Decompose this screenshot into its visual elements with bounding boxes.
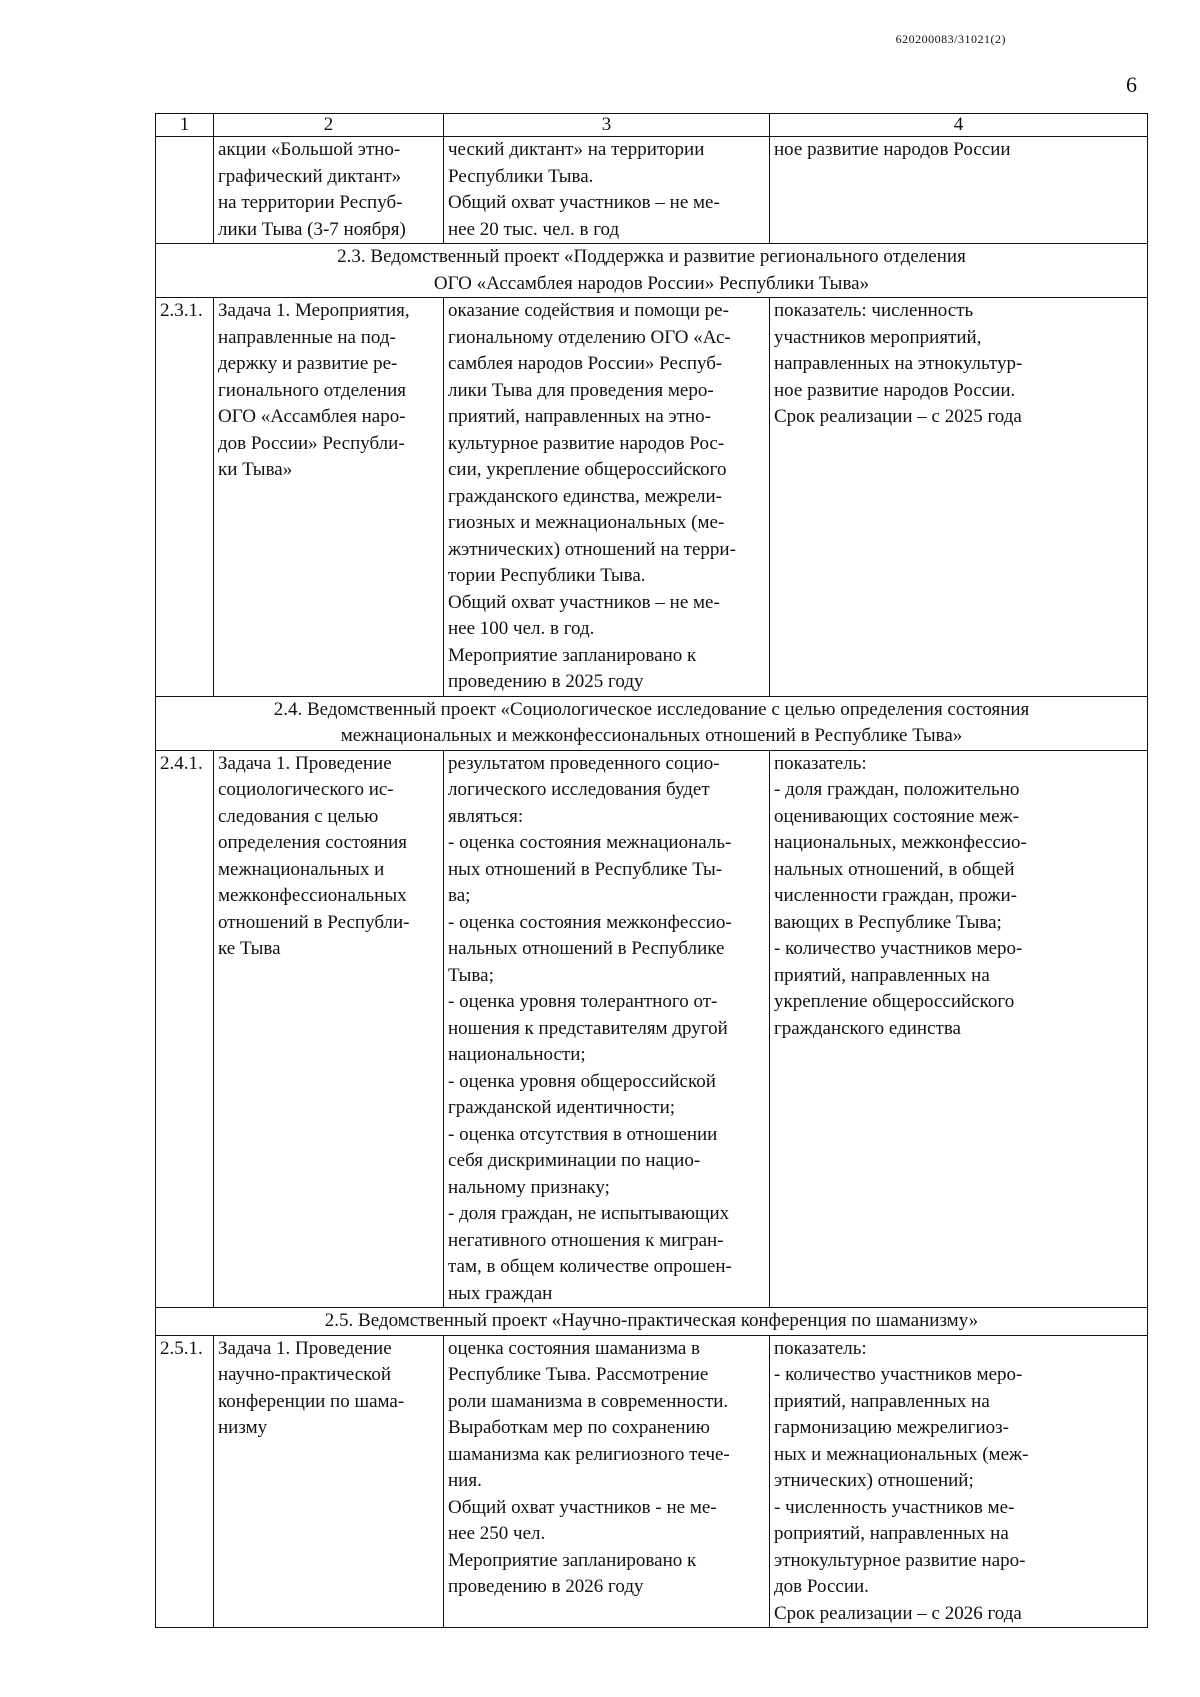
text-line: сии, укрепление общероссийского	[448, 459, 727, 480]
text-line: логического исследования будет	[448, 779, 710, 800]
text-line: Задача 1. Мероприятия,	[218, 300, 410, 321]
text-line: Мероприятие запланировано к	[448, 644, 697, 666]
indicator-cell	[770, 298, 1148, 697]
text-line: нальных отношений в Республике	[448, 938, 725, 959]
text-line: следования с целью	[218, 805, 379, 827]
text-line: держку и развитие ре-	[218, 353, 398, 374]
indicator-cell	[770, 1335, 1148, 1628]
task-cell	[214, 298, 444, 697]
text-line: 2.4. Ведомственный проект «Социологическое исследование с целью определения состояния	[273, 698, 1030, 720]
text-line: - численность участников ме-	[774, 1496, 1015, 1518]
text-line: показатель:	[774, 752, 867, 774]
text-line: определения состояния	[218, 832, 408, 853]
text-line: нальному признаку;	[448, 1176, 610, 1198]
text-line: социологического ис-	[218, 779, 394, 800]
text-line: ОГО «Ассамблея наро-	[218, 406, 406, 427]
text-line: национальности;	[448, 1044, 586, 1065]
text-line: национальных, межконфессио-	[774, 832, 1027, 853]
text-line: - оценка отсутствия в отношении	[448, 1123, 718, 1145]
text-line: проведению в 2026 году	[448, 1576, 644, 1597]
section-title	[156, 244, 1148, 298]
text-line: - оценка состояния межконфессио-	[448, 911, 732, 933]
column-number-header-row	[156, 114, 1148, 137]
text-line: гражданского единства, межрели-	[448, 485, 722, 507]
text-line: на территории Респуб-	[218, 192, 403, 213]
text-line: проведению в 2025 году	[448, 671, 644, 692]
text-line: Республике Тыва. Рассмотрение	[448, 1364, 709, 1385]
text-line: негативного отношения к мигран-	[448, 1229, 724, 1251]
text-line: результатом проведенного социо-	[448, 752, 720, 774]
row-number-cell: 2.4.1.	[156, 750, 214, 1308]
text-line: шаманизма как религиозного тече-	[448, 1443, 730, 1465]
section-heading-2-4	[156, 696, 1148, 750]
text-line: оценивающих состояние меж-	[774, 805, 1020, 827]
text-line: лики Тыва (3-7 ноября)	[218, 218, 406, 240]
indicator-cell	[770, 750, 1148, 1308]
text-line: гиональному отделению ОГО «Ас-	[448, 326, 731, 348]
column-header: 4	[770, 114, 1148, 137]
text-line: культурное развитие народов Рос-	[448, 432, 725, 454]
row-number-cell: 2.3.1.	[156, 298, 214, 697]
text-line: Общий охват участников – не ме-	[448, 591, 720, 613]
section-title	[156, 696, 1148, 750]
text-line: оценка состояния шаманизма в	[448, 1337, 701, 1359]
text-line: гиозных и межнациональных (ме-	[448, 512, 725, 533]
text-line: Общий охват участников - не ме-	[448, 1496, 717, 1518]
text-line: Задача 1. Проведение	[218, 1337, 392, 1359]
measures-table	[155, 113, 1148, 1628]
text-line: Срок реализации – с 2026 года	[774, 1602, 1022, 1624]
table-row-2-3-1	[156, 298, 1148, 697]
text-line: самблея народов России» Респуб-	[448, 353, 723, 374]
task-cell	[214, 1335, 444, 1628]
task-cell	[214, 137, 444, 244]
text-line: приятий, направленных на этно-	[448, 406, 711, 427]
text-line: ческий диктант» на территории	[448, 139, 705, 160]
text-line: вающих в Республике Тыва;	[774, 911, 1002, 933]
text-line: дов России.	[774, 1576, 869, 1597]
indicator-cell	[770, 137, 1148, 244]
text-line: - доля граждан, не испытывающих	[448, 1203, 730, 1224]
column-header: 2	[214, 114, 444, 137]
text-line: ки Тыва»	[218, 459, 293, 480]
text-line: нее 250 чел.	[448, 1523, 546, 1544]
text-line: ных отношений в Республике Ты-	[448, 858, 723, 880]
text-line: участников мероприятий,	[774, 326, 982, 348]
text-line: ОГО «Ассамблея народов России» Республики Тыва»	[433, 272, 870, 294]
description-cell	[444, 298, 770, 697]
row-number-cell: 2.5.1.	[156, 1335, 214, 1628]
page-number: 6	[1126, 72, 1137, 97]
text-line: лики Тыва для проведения меро-	[448, 379, 714, 401]
text-line: Выработкам мер по сохранению	[448, 1417, 710, 1438]
text-line: гражданского единства	[774, 1017, 961, 1039]
text-line: гражданской идентичности;	[448, 1097, 676, 1118]
description-cell	[444, 750, 770, 1308]
text-line: укрепление общероссийского	[774, 991, 1015, 1012]
text-line: конференции по шама-	[218, 1390, 405, 1412]
text-line: Мероприятие запланировано к	[448, 1549, 697, 1571]
section-heading-2-5	[156, 1308, 1148, 1336]
text-line: - количество участников меро-	[774, 938, 1023, 959]
text-line: Задача 1. Проведение	[218, 752, 392, 774]
text-line: там, в общем количестве опрошен-	[448, 1256, 732, 1277]
text-line: жэтнических) отношений на терри-	[448, 538, 736, 560]
text-line: акции «Большой этно-	[218, 139, 401, 160]
text-line: ных и межнациональных (меж-	[774, 1443, 1029, 1465]
table-row-continuation	[156, 137, 1148, 244]
text-line: ношения к представителям другой	[448, 1017, 728, 1039]
description-cell	[444, 137, 770, 244]
text-line: графический диктант»	[218, 165, 402, 187]
text-line: дов России» Республи-	[218, 432, 405, 454]
text-line: отношений в Республи-	[218, 911, 410, 933]
text-line: тории Республики Тыва.	[448, 565, 646, 586]
text-line: роприятий, направленных на	[774, 1523, 1009, 1544]
text-line: оказание содействия и помощи ре-	[448, 300, 729, 321]
text-line: ния.	[448, 1470, 482, 1491]
text-line: этнокультурное развитие наро-	[774, 1549, 1026, 1571]
section-heading-2-3	[156, 244, 1148, 298]
text-line: межнациональных и	[218, 858, 385, 880]
text-line: межнациональных и межконфессиональных отношений в Республике Тыва»	[340, 725, 963, 746]
text-line: показатель: численность	[774, 300, 974, 321]
text-line: Срок реализации – с 2025 года	[774, 406, 1022, 427]
text-line: себя дискриминации по нацио-	[448, 1150, 701, 1171]
text-line: ных граждан	[448, 1282, 553, 1304]
text-line: - количество участников меро-	[774, 1364, 1023, 1385]
text-line: - доля граждан, положительно	[774, 779, 1020, 800]
text-line: Республики Тыва.	[448, 165, 594, 187]
text-line: численности граждан, прожи-	[774, 885, 1017, 906]
table-row-2-4-1	[156, 750, 1148, 1308]
text-line: нее 20 тыс. чел. в год	[448, 218, 620, 240]
text-line: показатель:	[774, 1337, 867, 1359]
text-line: Общий охват участников – не ме-	[448, 192, 720, 213]
text-line: нальных отношений, в общей	[774, 858, 1015, 880]
row-number-cell	[156, 137, 214, 244]
text-line: являться:	[448, 805, 524, 827]
text-line: ное развитие народов России	[774, 139, 1011, 160]
text-line: приятий, направленных на	[774, 1390, 990, 1412]
text-line: приятий, направленных на	[774, 964, 990, 986]
document-registration-number: 620200083/31021(2)	[895, 32, 1006, 46]
text-line: 2.3. Ведомственный проект «Поддержка и развитие регионального отделения	[337, 246, 966, 267]
text-line: 2.5. Ведомственный проект «Научно-практическая конференция по шаманизму»	[324, 1310, 979, 1331]
text-line: роли шаманизма в современности.	[448, 1390, 729, 1412]
table-row-2-5-1	[156, 1335, 1148, 1628]
text-line: межконфессиональных	[218, 885, 407, 906]
description-cell	[444, 1335, 770, 1628]
text-line: нее 100 чел. в год.	[448, 618, 595, 639]
text-line: - оценка уровня общероссийской	[448, 1070, 716, 1092]
section-title	[156, 1308, 1148, 1336]
text-line: ва;	[448, 885, 471, 906]
text-line: направленные на под-	[218, 326, 396, 348]
column-header: 1	[156, 114, 214, 137]
column-header: 3	[444, 114, 770, 137]
text-line: направленных на этнокультур-	[774, 353, 1023, 374]
text-line: ное развитие народов России.	[774, 379, 1016, 401]
text-line: этнических) отношений;	[774, 1470, 974, 1491]
text-line: гармонизацию межрелигиоз-	[774, 1417, 1009, 1438]
text-line: низму	[218, 1417, 268, 1438]
text-line: Тыва;	[448, 964, 494, 986]
text-line: ке Тыва	[218, 938, 281, 959]
text-line: гионального отделения	[218, 379, 407, 401]
text-line: - оценка состояния межнациональ-	[448, 832, 732, 853]
task-cell	[214, 750, 444, 1308]
text-line: научно-практической	[218, 1364, 392, 1385]
text-line: - оценка уровня толерантного от-	[448, 991, 718, 1012]
